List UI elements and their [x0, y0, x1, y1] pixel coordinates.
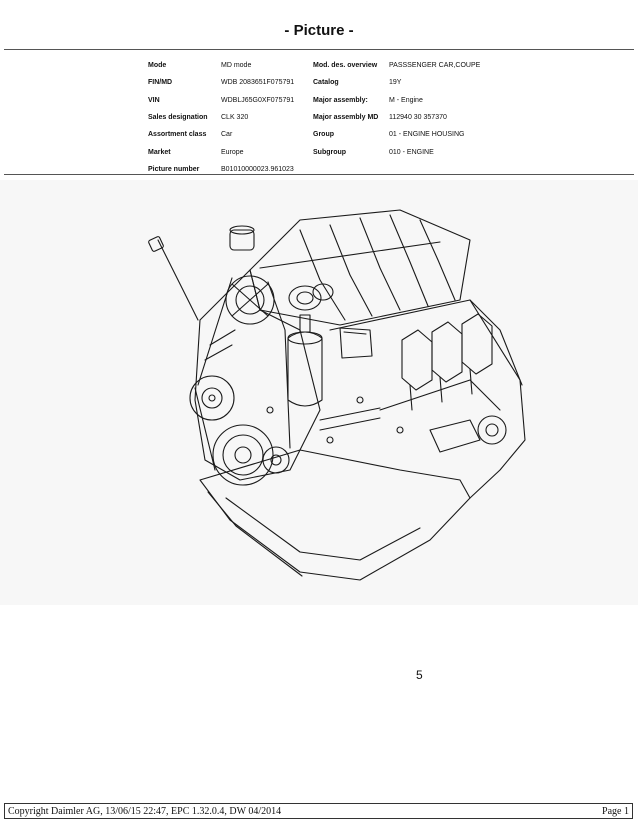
- info-label: Catalog: [313, 79, 339, 87]
- info-row: [148, 74, 480, 91]
- info-label: Assortment class: [148, 131, 207, 139]
- info-label: Picture number: [148, 165, 200, 173]
- info-label: Market: [148, 148, 171, 156]
- info-label: Group: [313, 131, 334, 139]
- info-value: WDBLJ65G0XF075791: [221, 96, 295, 104]
- info-label: [313, 161, 389, 178]
- info-value: 19Y: [389, 79, 402, 87]
- copyright-text: Copyright Daimler AG, 13/06/15 22:47, EPC 1.32.0.4, DW 04/2014: [8, 806, 282, 817]
- vehicle-info-table: [148, 57, 480, 178]
- info-value: CLK 320: [221, 114, 249, 122]
- info-label: FIN/MD: [148, 79, 173, 87]
- info-label: VIN: [148, 96, 160, 104]
- info-value: MD mode: [221, 62, 252, 70]
- engine-line-drawing: [0, 180, 638, 605]
- page-footer: [4, 803, 633, 819]
- page-title: - Picture -: [284, 22, 354, 39]
- info-value: Car: [221, 131, 233, 139]
- info-row: [148, 109, 480, 126]
- info-value: [389, 161, 480, 178]
- info-divider: [4, 174, 634, 175]
- info-value: 112940 30 357370: [389, 114, 447, 122]
- info-label: Mod. des. overview: [313, 62, 378, 70]
- info-row: [148, 161, 480, 178]
- info-row: [148, 143, 480, 160]
- info-value: WDB 2083651F075791: [221, 79, 295, 87]
- part-callout: 5: [416, 668, 423, 682]
- info-value: M - Engine: [389, 96, 423, 104]
- info-value: B01010000023.961023: [221, 165, 294, 173]
- info-label: Mode: [148, 62, 167, 70]
- page-number: Page 1: [602, 806, 629, 817]
- info-value: 010 - ENGINE: [389, 148, 434, 156]
- info-row: [148, 57, 480, 74]
- info-label: Major assembly MD: [313, 114, 379, 122]
- info-label: Sales designation: [148, 114, 208, 122]
- info-label: Major assembly:: [313, 96, 368, 104]
- engine-illustration: [0, 180, 638, 682]
- info-value: Europe: [221, 148, 244, 156]
- header-divider: [4, 49, 634, 50]
- info-row: [148, 92, 480, 109]
- info-label: Subgroup: [313, 148, 347, 156]
- info-row: [148, 126, 480, 143]
- info-value: PASSSENGER CAR,COUPE: [389, 62, 481, 70]
- info-value: 01 - ENGINE HOUSING: [389, 131, 465, 139]
